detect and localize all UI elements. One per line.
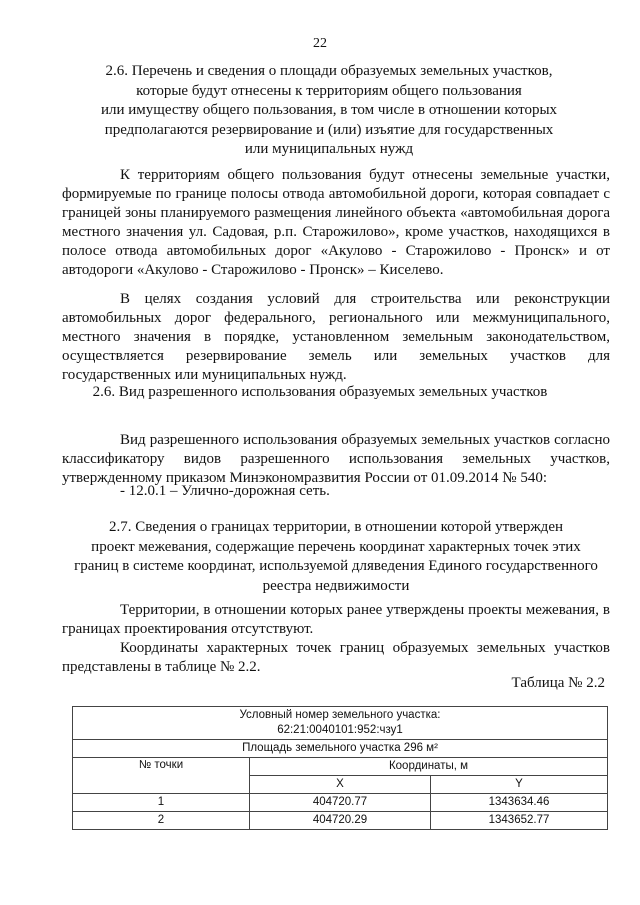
section-heading-territories — [90, 62, 568, 160]
heading-line: проект межевания, содержащие перечень координат характерных точек этих — [91, 538, 581, 555]
header-point-number: № точки — [73, 758, 250, 794]
heading-line: 2.6. Перечень и сведения о площади образуемых земельных участков, — [105, 63, 553, 79]
cell-y: 1343652.77 — [431, 812, 608, 830]
cell-point: 2 — [73, 812, 250, 830]
paragraph-previous-projects — [62, 601, 610, 639]
paragraph-text: Координаты характерных точек границ образуемых земельных участков представлены в таблице № 2.2. — [62, 640, 610, 675]
heading-line: которые будут отнесены к территориям общего пользования — [136, 82, 522, 99]
heading-line: 2.6. Вид разрешенного использования образуемых земельных участков — [92, 384, 548, 400]
table-title-row — [73, 707, 608, 740]
table-label: Таблица № 2.2 — [511, 675, 605, 691]
cell-y: 1343634.46 — [431, 794, 608, 812]
coordinates-table — [72, 706, 608, 830]
header-coordinates: Координаты, м — [250, 758, 608, 776]
paragraph-common-use — [62, 166, 610, 280]
table-area-cell: Площадь земельного участка 296 м² — [73, 740, 608, 758]
heading-line: границ в системе координат, используемой дляведения Единого государственного — [74, 558, 598, 574]
list-item-classifier: - 12.0.1 – Улично-дорожная сеть. — [120, 483, 330, 499]
paragraph-text: Вид разрешенного использования образуемых земельных участков согласно классификатору видов разрешенного использования земельных участков, утвержденному приказом Минэкономразвития России от 01.09.2014 № 540: — [62, 432, 610, 486]
heading-line: или муниципальных нужд — [244, 141, 414, 157]
header-x: X — [250, 776, 431, 794]
page-number: 22 — [313, 36, 327, 51]
table-title-line: Условный номер земельного участка: — [239, 709, 441, 721]
paragraph-text: В целях создания условий для строительства или реконструкции автомобильных дорог федерального, регионального или межмуниципального, местного значения в порядке, установленном земельным законодательством, осуществляется резервирование земель или земельных участков для государственных или муниципальных нужд. — [62, 291, 610, 383]
heading-line: предполагаются резервирование и (или) изъятие для государственных — [104, 121, 554, 138]
header-y: Y — [431, 776, 608, 794]
paragraph-text: Территории, в отношении которых ранее утверждены проекты межевания, в границах проектирования отсутствуют. — [62, 602, 610, 637]
cell-point: 1 — [73, 794, 250, 812]
paragraph-coordinates-intro — [62, 639, 610, 677]
cell-x: 404720.77 — [250, 794, 431, 812]
table-title-cell — [73, 707, 608, 740]
heading-line: 2.7. Сведения о границах территории, в отношении которой утвержден — [108, 519, 563, 535]
paragraph-reservation — [62, 290, 610, 385]
table-title-line: 62:21:0040101:952:чзу1 — [277, 724, 403, 736]
heading-line: реестра недвижимости — [262, 577, 410, 594]
table-header-row — [73, 758, 608, 776]
table-area-row — [73, 740, 608, 758]
paragraph-permitted-use — [62, 431, 610, 488]
table-row — [73, 794, 608, 812]
table-row — [73, 812, 608, 830]
section-heading-permitted-use — [0, 383, 640, 403]
cell-x: 404720.29 — [250, 812, 431, 830]
section-heading-boundaries — [62, 518, 610, 596]
heading-line: или имуществу общего пользования, в том числе в отношении которых — [100, 102, 558, 118]
paragraph-text: К территориям общего пользования будут отнесены земельные участки, формируемые по границе полосы отвода автомобильной дороги, которая совпадает с границей зоны планируемого размещения линейного объекта «автомобильная дорога местного значения ул. Садовая, р.п. Старожилово», кроме участков, находящихся в полосе отвода автомобильных дорог «Акулово - Старожилово - Пронск» и от автодороги «Акулово - Старожилово - Пронск» – Киселево. — [62, 167, 610, 278]
